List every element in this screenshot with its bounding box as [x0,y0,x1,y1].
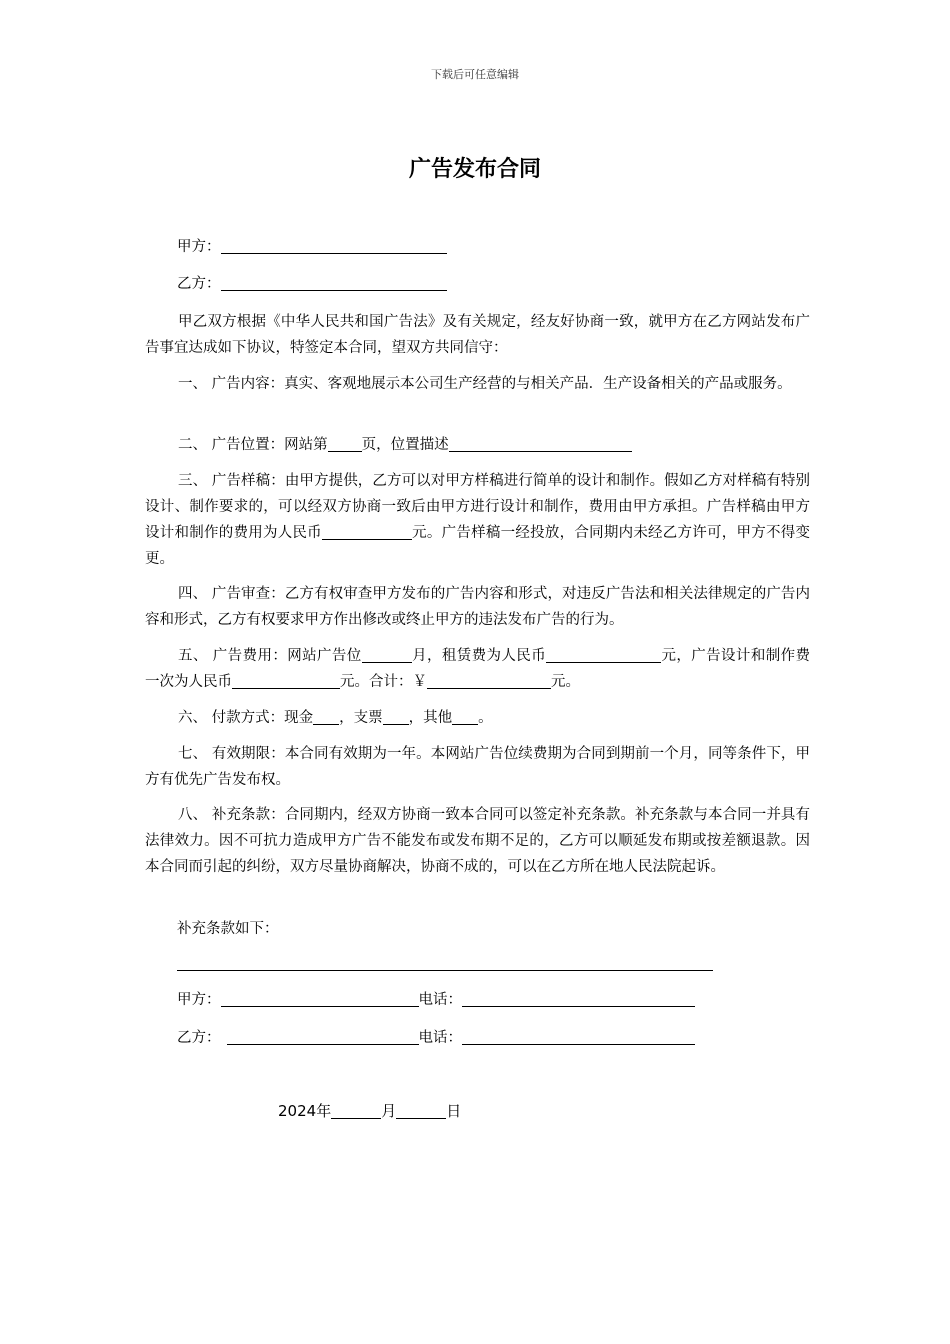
signature-party-a [177,987,695,1013]
signature-a-phone-label: 电话： [418,992,462,1008]
clause-6-p2: ，支票 [339,710,383,726]
page-number-blank[interactable] [328,435,362,452]
month-blank[interactable] [331,1102,381,1119]
signature-b-name-blank[interactable] [227,1028,419,1045]
party-b-blank[interactable] [221,274,447,291]
date-year: 2024 [278,1102,317,1120]
cash-blank[interactable] [313,708,339,725]
clause-6 [145,705,810,731]
clause-4: 四、 广告审查：乙方有权审查甲方发布的广告内容和形式，对违反广告法和相关法律规定的广告内容和形式，乙方有权要求甲方作出修改或终止甲方的违法发布广告的行为。 [145,586,810,628]
clause-7: 七、 有效期限：本合同有效期为一年。本网站广告位续费期为合同到期前一个月，同等条件下，甲方有优先广告发布权。 [145,746,810,788]
clause-5-p3: 元，广告设计和制作费一次为人民币 [145,648,810,690]
clause-5-p1: 五、 广告费用：网站广告位 [178,648,362,664]
clause-5-p2: 月，租赁费为人民币 [411,648,547,664]
clause-3-part1: 三、 广告样稿：由甲方提供，乙方可以对甲方样稿进行简单的设计和制作。假如乙方对样稿有特别设计、制作要求的，可以经双方协商一致后由甲方进行设计和制作，费用由甲方承担。广告样稿由甲方设计和制作的费用为人民币 [145,473,810,541]
production-fee-blank[interactable] [232,672,340,689]
header-note: 下载后可任意编辑 [431,68,519,81]
check-blank[interactable] [383,708,409,725]
date-day-unit: 日 [446,1102,462,1120]
signature-b-label: 乙方： [177,1030,221,1046]
date-month-unit: 月 [381,1102,397,1120]
design-fee-blank[interactable] [322,523,412,540]
date-line [278,1098,461,1124]
clause-2-prefix: 二、 广告位置：网站第 [178,437,328,453]
signature-b-phone-label: 电话： [418,1030,462,1046]
party-a-blank[interactable] [221,237,447,254]
date-year-unit: 年 [316,1102,332,1120]
signature-a-name-blank[interactable] [221,990,419,1007]
clause-8: 八、 补充条款：合同期内，经双方协商一致本合同可以签定补充条款。补充条款与本合同一并具有法律效力。因不可抗力造成甲方广告不能发布或发布期不足的，乙方可以顺延发布期或按差额退款。因本合同而引起的纠纷，双方尽量协商解决，协商不成的，可以在乙方所在地人民法院起诉。 [145,807,810,875]
signature-a-label: 甲方： [177,992,221,1008]
clause-6-p1: 六、 付款方式：现金 [178,710,314,726]
signature-b-phone-blank[interactable] [462,1028,695,1045]
position-description-blank[interactable] [449,435,632,452]
clause-5 [145,643,810,695]
intro-paragraph: 甲乙双方根据《中华人民共和国广告法》及有关规定，经友好协商一致，就甲方在乙方网站发布广告事宜达成如下协议，特签定本合同，望双方共同信守： [145,314,810,356]
clause-6-p3: ，其他 [408,710,453,726]
rent-fee-blank[interactable] [546,646,661,663]
clause-5-p5: 元。 [551,674,580,690]
total-fee-blank[interactable] [427,672,551,689]
clause-2 [145,432,810,458]
supplement-blank-line[interactable] [177,970,713,971]
signature-a-phone-blank[interactable] [462,990,695,1007]
document-title: 广告发布合同 [408,157,541,182]
party-a-label: 甲方： [177,239,221,255]
clause-3-part2: 元。广告样稿一经投放，合同期内未经乙方许可，甲方不得变更。 [145,525,810,567]
clause-6-p4: 。 [478,710,493,726]
clause-3 [145,468,810,572]
clause-2-mid: 页，位置描述 [361,437,449,453]
party-b-line [177,271,447,297]
supplement-label: 补充条款如下： [177,921,279,937]
other-payment-blank[interactable] [452,708,478,725]
months-blank[interactable] [362,646,412,663]
clause-1: 一、 广告内容：真实、客观地展示本公司生产经营的与相关产品．生产设备相关的产品或服务。 [178,376,792,392]
party-b-label: 乙方： [177,276,221,292]
signature-party-b [177,1025,695,1051]
party-a-line [177,234,447,260]
clause-5-p4: 元。合计：￥ [340,674,427,690]
day-blank[interactable] [396,1102,446,1119]
